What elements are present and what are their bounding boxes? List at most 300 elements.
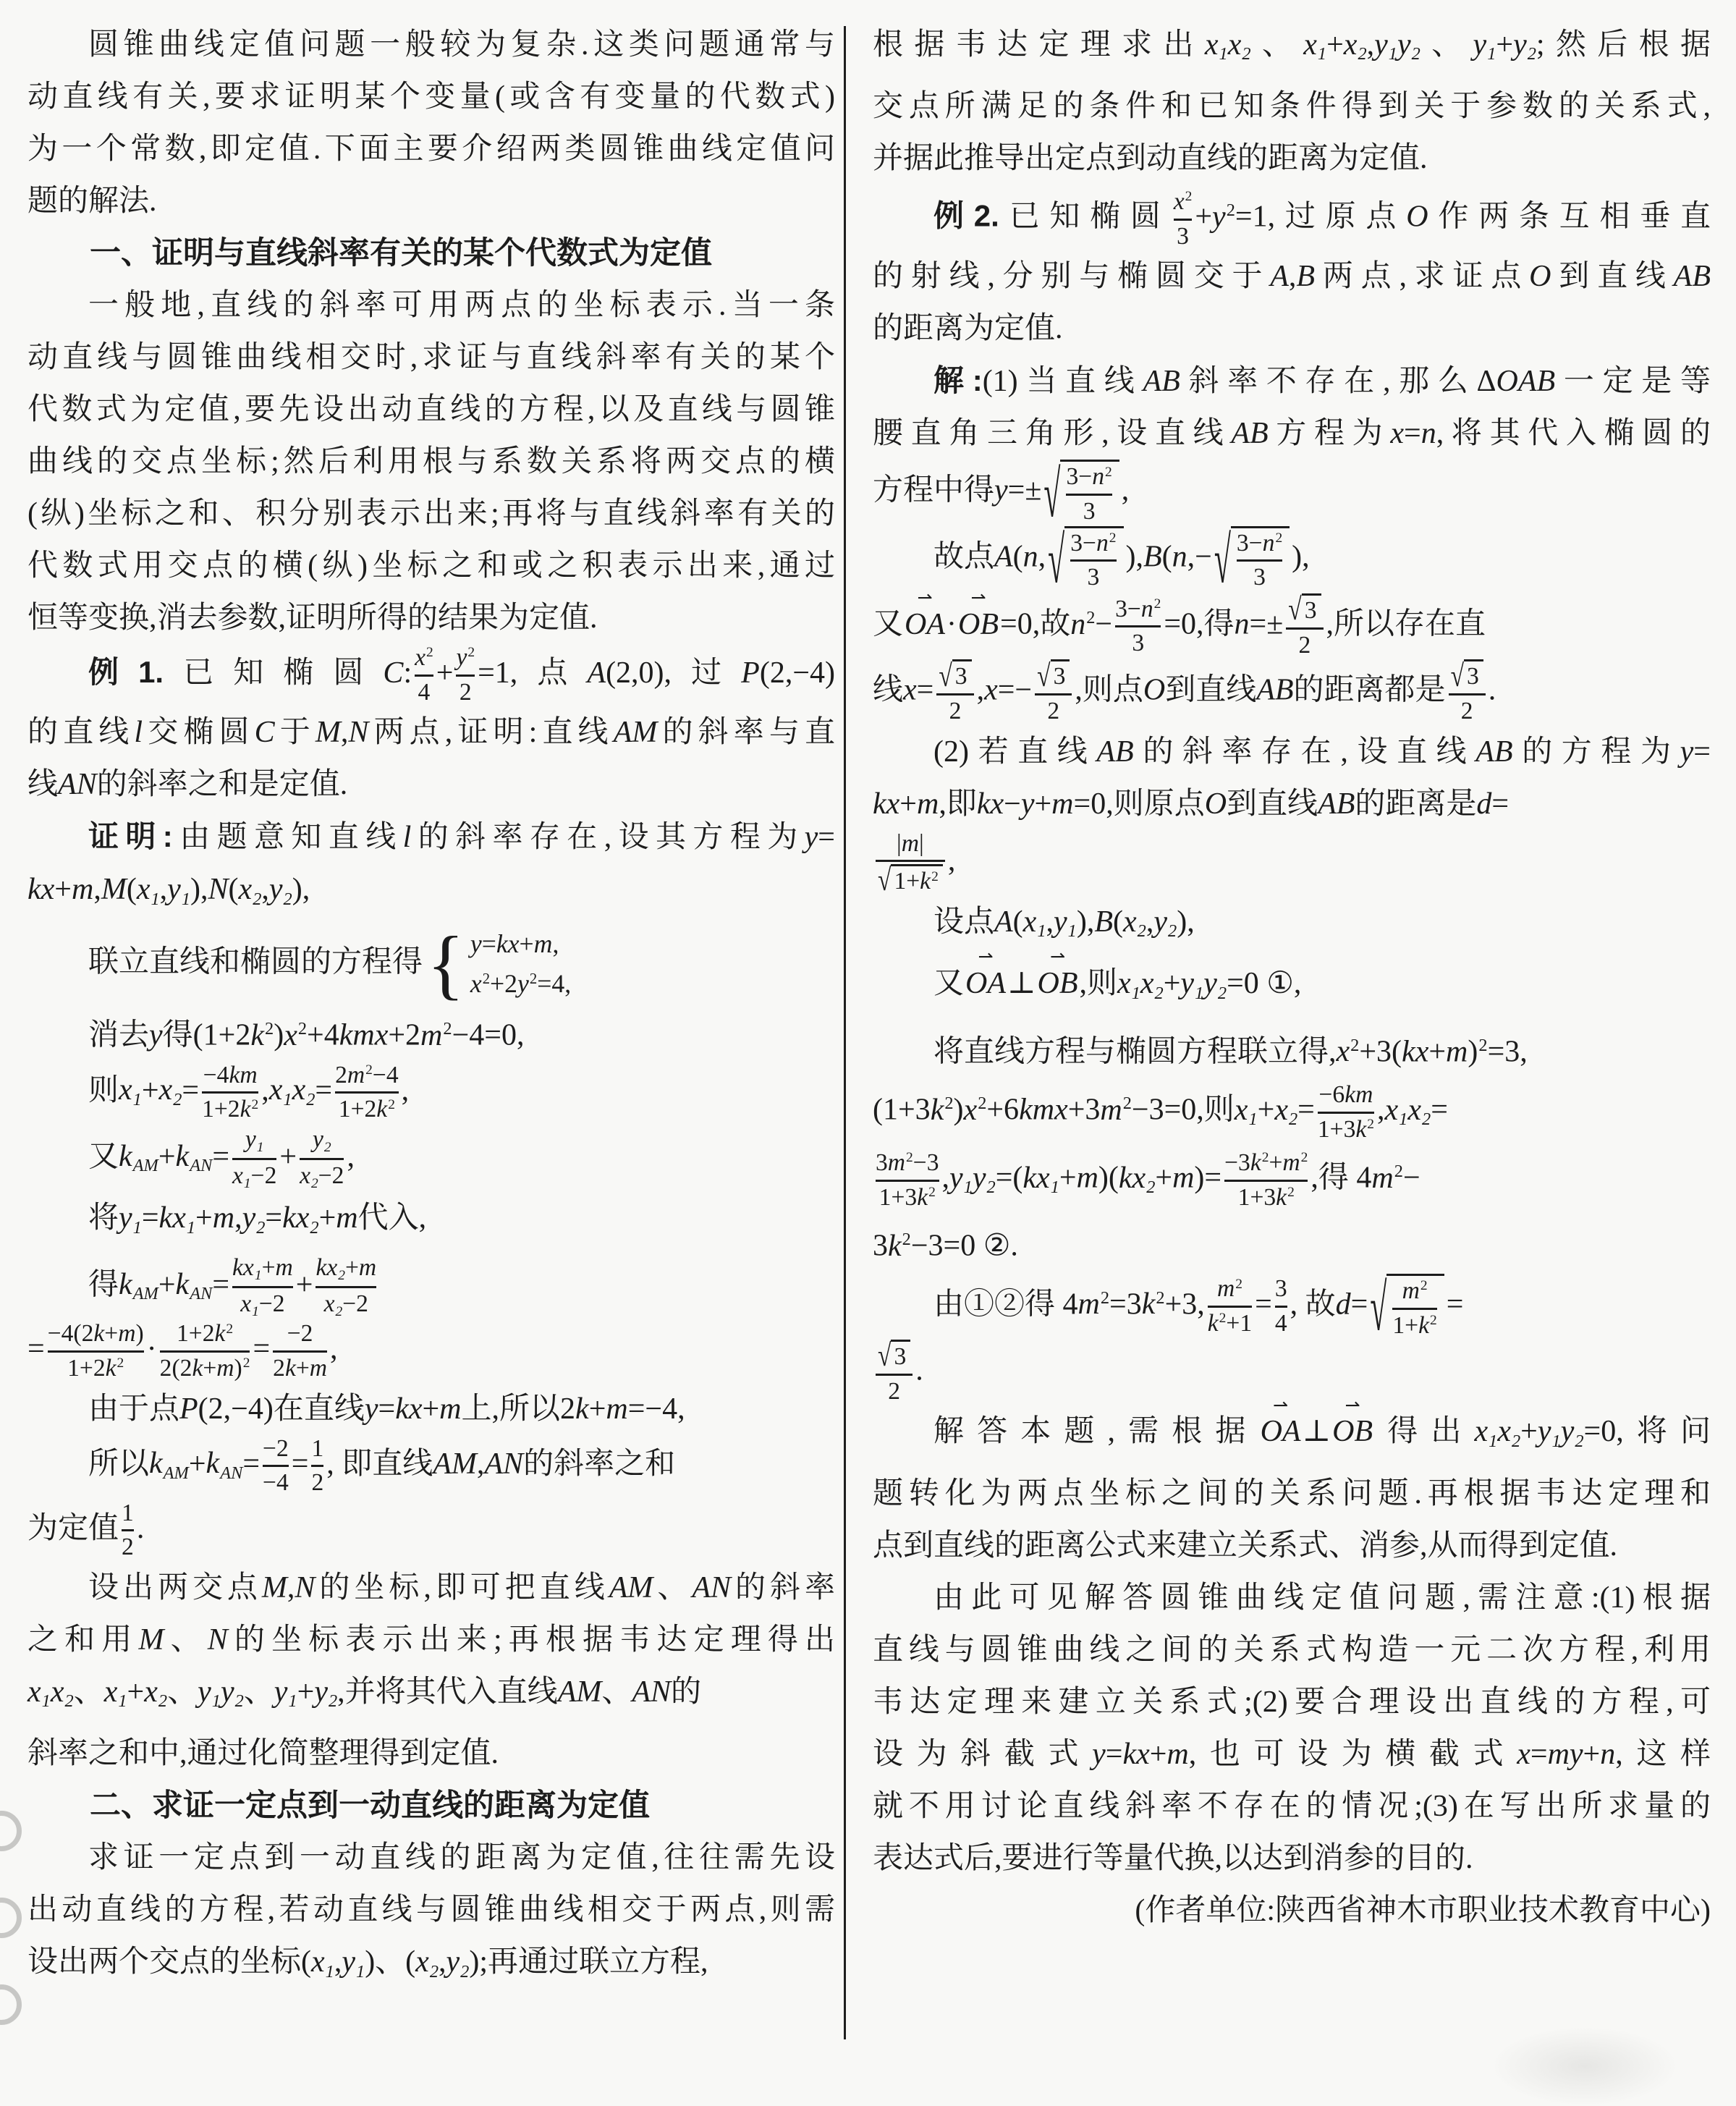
- text-run: 3: [1053, 663, 1066, 690]
- text-run: 两点,求证点: [1315, 260, 1530, 294]
- fraction: [876, 830, 945, 896]
- fraction: [1035, 659, 1072, 725]
- math-var: kx: [1122, 1737, 1150, 1771]
- math-var: $k^2$: [376, 1096, 395, 1123]
- radical-sign: √: [939, 658, 952, 693]
- text-run: 2: [1298, 631, 1311, 659]
- text-run: 2: [1460, 698, 1473, 725]
- math-var: y: [364, 1392, 378, 1426]
- text-run: 1+2: [176, 1320, 215, 1348]
- text-run: 到直线: [1551, 260, 1674, 294]
- text-run: ,: [159, 873, 168, 907]
- text-run: ): [135, 1320, 144, 1348]
- math-var: n: [1234, 607, 1250, 641]
- text-run: ,: [340, 716, 349, 750]
- math-var: AM: [557, 1675, 602, 1709]
- math-var: OAB: [1496, 365, 1556, 399]
- bold-label: 证明:: [88, 819, 173, 854]
- text-run: 设出两个交点的坐标(: [27, 1945, 311, 1979]
- text-run: =: [1431, 1093, 1448, 1127]
- text-run: ),: [292, 873, 310, 907]
- math-var: AB: [1143, 365, 1180, 399]
- text-line: [27, 644, 835, 706]
- math-var: x2: [238, 873, 262, 909]
- text-run: |: [897, 829, 902, 857]
- math-var: m: [309, 1355, 328, 1382]
- math-var: x1: [27, 1675, 51, 1712]
- math-var: kx: [976, 787, 1004, 821]
- text-line: [27, 1320, 835, 1382]
- scan-binding-ring-artifact: [0, 1811, 22, 1851]
- text-run: 1+2: [338, 1096, 377, 1123]
- text-run: 到直线: [1227, 787, 1318, 821]
- text-run: =±: [1249, 607, 1284, 641]
- text-run: +: [344, 1253, 359, 1281]
- math-var: P: [179, 1392, 198, 1426]
- text-run: =: [265, 1201, 283, 1235]
- math-var: y2: [1513, 28, 1536, 64]
- math-var: A: [1270, 260, 1289, 294]
- vector-arrow-icon: ⇀: [917, 586, 933, 608]
- text-run: +: [1163, 967, 1181, 1001]
- text-run: +3: [1067, 1093, 1101, 1127]
- text-run: =: [27, 1332, 45, 1366]
- fraction-bar: [1174, 219, 1193, 221]
- math-var: m: [533, 929, 553, 958]
- math-var: x2: [50, 1675, 74, 1712]
- math-var: kx: [873, 787, 900, 821]
- math-var: y1: [1180, 967, 1204, 1003]
- math-var: x1: [136, 873, 160, 909]
- text-run: 就不用讨论直线斜率不存在的情况;(3)在写出所求量的: [873, 1789, 1711, 1823]
- math-var: x: [1517, 1737, 1530, 1771]
- text-run: 的坐标表示出来;再根据韦达定理得出: [227, 1623, 835, 1657]
- text-run: 1+2: [202, 1096, 240, 1123]
- text-line: [27, 1500, 835, 1562]
- math-var: AN: [58, 768, 97, 802]
- math-var: k: [93, 1320, 105, 1348]
- math-var: y1: [167, 873, 191, 909]
- math-var: kAN: [175, 1268, 213, 1304]
- math-var: x2: [1123, 905, 1146, 942]
- text-line: [873, 830, 1711, 896]
- text-run: 3: [894, 1343, 907, 1371]
- text-run: −2: [250, 1162, 277, 1189]
- text-line: [27, 175, 835, 227]
- math-var: n: [1022, 539, 1038, 573]
- text-run: 代数式用交点的横(纵)坐标之和或之积表示出来,通过: [27, 549, 835, 583]
- math-var: kAM: [119, 1268, 158, 1304]
- text-run: +: [158, 1268, 176, 1302]
- math-var: $k^2$: [214, 1320, 234, 1348]
- text-run: ,: [334, 1945, 342, 1979]
- text-run: 则: [88, 1073, 119, 1107]
- fraction-bar: [1275, 1306, 1287, 1308]
- text-run: 表达式后,要进行等量代换,以达到消参的目的.: [873, 1841, 1473, 1875]
- text-line: [873, 1520, 1711, 1572]
- math-var: kx1: [232, 1253, 262, 1283]
- text-run: =0,则原点: [1073, 787, 1205, 821]
- math-var: x1: [1303, 28, 1327, 64]
- text-line: [27, 1666, 835, 1727]
- text-run: 已知椭圆: [164, 656, 384, 690]
- square-root: [1288, 593, 1321, 625]
- text-run: ,: [401, 1073, 410, 1107]
- text-run: 、: [73, 1675, 104, 1709]
- math-var: x2: [158, 1073, 182, 1109]
- text-run: 1+2: [67, 1355, 106, 1382]
- math-var: m: [212, 1201, 235, 1235]
- math-var: x2: [1274, 1093, 1298, 1130]
- text-line: [27, 592, 835, 644]
- text-line: [873, 1272, 1711, 1346]
- text-run: 的斜率与直: [657, 716, 835, 750]
- text-line: [873, 1832, 1711, 1885]
- math-var: O: [1143, 673, 1166, 707]
- text-run: 的坐标,即可把直线: [315, 1570, 609, 1604]
- vector-notation: ⇀ OA: [1260, 1394, 1301, 1449]
- text-run: ,: [1288, 260, 1297, 294]
- math-var: y1: [1537, 1415, 1561, 1451]
- text-run: ,则: [1079, 967, 1118, 1001]
- math-var: AB: [1096, 735, 1134, 769]
- text-run: ,: [1146, 905, 1154, 939]
- math-var: x2: [1227, 28, 1251, 64]
- text-run: +3,: [1164, 1287, 1205, 1321]
- text-run: ,也可设为横截式: [1188, 1737, 1517, 1771]
- text-run: , 故: [1290, 1287, 1336, 1321]
- math-var: x1: [1022, 905, 1046, 942]
- text-line: [873, 1146, 1711, 1214]
- text-run: ,并将其代入直线: [337, 1675, 558, 1709]
- text-run: (1)当直线: [982, 365, 1143, 399]
- text-line: [873, 303, 1711, 355]
- math-var: $m^2$: [1282, 1149, 1308, 1176]
- math-var: y2: [1560, 1415, 1584, 1451]
- text-run: +: [1428, 1035, 1447, 1069]
- text-run: 、: [164, 1623, 208, 1657]
- math-var: AN: [484, 1447, 524, 1481]
- math-var: $k^2$: [888, 1229, 911, 1263]
- math-var: $k^2$: [250, 1018, 274, 1052]
- text-run: (: [228, 873, 239, 907]
- math-var: M: [101, 873, 127, 907]
- math-var: y2: [314, 1675, 338, 1712]
- fraction: [876, 1149, 939, 1211]
- text-run: =4,: [537, 969, 572, 999]
- math-var: m: [1166, 1737, 1189, 1771]
- math-var: x1: [311, 1945, 334, 1982]
- text-run: +: [203, 1355, 217, 1382]
- math-var: x2: [1343, 28, 1367, 64]
- text-run: −3: [913, 1149, 939, 1176]
- math-var: A: [994, 539, 1013, 573]
- text-run: 之和用: [27, 1623, 139, 1657]
- math-var: y2: [1397, 28, 1420, 64]
- text-run: 将: [88, 1201, 119, 1235]
- text-line: [873, 19, 1711, 80]
- text-run: 点到直线的距离公式来建立关系式、消参,从而得到定值.: [873, 1528, 1618, 1562]
- text-run: 为定值: [27, 1511, 119, 1545]
- fraction-bar: [273, 1350, 327, 1353]
- fraction: [122, 1500, 134, 1562]
- math-var: y2: [972, 1161, 996, 1197]
- math-var: kx: [1402, 1035, 1429, 1069]
- text-run: =0,故: [1000, 607, 1071, 641]
- text-run: +: [1520, 1415, 1538, 1449]
- text-line: [27, 540, 835, 592]
- fraction-bar: [48, 1350, 144, 1353]
- text-run: ·: [947, 607, 957, 641]
- section-heading: [27, 227, 835, 279]
- math-var: kAM: [149, 1447, 189, 1483]
- text-run: )(: [1098, 1161, 1119, 1195]
- square-root: [1037, 659, 1070, 691]
- math-var: $k^2$: [930, 1093, 954, 1127]
- fraction: [311, 1435, 323, 1497]
- text-run: 故点: [933, 539, 995, 573]
- text-run: 3−: [1070, 529, 1096, 557]
- vector-notation: ⇀ OA: [905, 586, 946, 641]
- text-run: +: [588, 1392, 606, 1426]
- scan-binding-ring-artifact: [0, 1898, 22, 1938]
- text-run: ,: [261, 873, 269, 907]
- fraction-bar: [1449, 693, 1486, 695]
- math-var: $m^2$: [1216, 1275, 1242, 1303]
- text-run: 一、证明与直线斜率有关的某个代数式为定值: [90, 236, 712, 271]
- math-var: kx1: [158, 1201, 196, 1238]
- fraction-bar: [232, 1286, 293, 1288]
- text-run: +: [261, 1253, 276, 1281]
- fraction: [1208, 1275, 1252, 1337]
- math-var: $m^2$: [1100, 1093, 1132, 1127]
- radical-sign: √: [1450, 658, 1464, 693]
- text-run: ·: [146, 1332, 157, 1366]
- math-var: l: [134, 716, 143, 750]
- left-column: [27, 19, 835, 1998]
- text-line: [873, 1572, 1711, 1624]
- math-var: m: [71, 873, 94, 907]
- math-var: $y^2$: [517, 969, 538, 999]
- text-run: 的斜率存在,设直线: [1133, 735, 1476, 769]
- text-run: 并据此推导出定点到动直线的距离为定值.: [873, 142, 1428, 176]
- text-run: +: [519, 929, 534, 958]
- math-var: AN: [632, 1675, 672, 1709]
- text-run: 方程中得: [873, 473, 995, 507]
- text-run: 一般地,直线的斜率可用两点的坐标表示.当一条: [88, 289, 835, 322]
- text-run: =: [315, 1073, 333, 1107]
- math-var: M: [138, 1623, 164, 1657]
- text-run: =: [1446, 1287, 1464, 1321]
- text-run: 2: [311, 1469, 324, 1497]
- text-run: 2: [949, 698, 962, 725]
- text-line: [27, 331, 835, 384]
- text-line: [873, 1020, 1711, 1078]
- math-var: C: [383, 656, 404, 690]
- text-line: [27, 921, 835, 1007]
- math-var: $k^2$: [1207, 1310, 1227, 1337]
- math-var: $x^2$: [415, 644, 433, 671]
- fraction: [1070, 530, 1116, 592]
- text-run: =: [212, 1268, 230, 1302]
- math-var: kAM: [119, 1140, 158, 1176]
- text-run: 二、求证一定点到一动直线的距离为定值: [90, 1788, 650, 1824]
- bold-label: 解:: [933, 363, 983, 398]
- text-run: 、: [1250, 28, 1304, 62]
- text-run: 求证一定点到一动直线的距离为定值,往往需先设: [88, 1841, 835, 1875]
- text-line: [27, 1435, 835, 1500]
- text-run: 腰直角三角形,设直线: [873, 417, 1232, 451]
- fraction: [263, 1435, 289, 1497]
- math-var: AM: [609, 1570, 653, 1604]
- fraction-bar: [160, 1350, 250, 1353]
- text-run: =: [378, 1392, 396, 1426]
- math-var: AB: [1256, 673, 1294, 707]
- text-run: 斜率不存在,那么Δ: [1180, 365, 1496, 399]
- math-var: m: [358, 1253, 377, 1281]
- math-var: my: [1547, 1737, 1583, 1771]
- fraction: [1224, 1149, 1308, 1211]
- radical-sign: √: [1043, 460, 1061, 532]
- text-run: ,: [1038, 539, 1046, 573]
- math-var: y: [994, 473, 1008, 507]
- math-var: m: [901, 829, 920, 857]
- math-var: m: [439, 1392, 462, 1426]
- text-run: 由题意知直线: [172, 821, 403, 855]
- math-var: $k^2$: [920, 868, 939, 895]
- text-run: +: [422, 1392, 440, 1426]
- text-run: −4(2: [47, 1320, 94, 1348]
- math-var: y2: [1153, 905, 1177, 942]
- square-root: [1214, 525, 1290, 599]
- text-run: +: [195, 1201, 213, 1235]
- text-run: 出动直线的方程,若动直线与圆锥曲线相交于两点,则需: [27, 1893, 835, 1927]
- vector-notation: ⇀ OA: [965, 946, 1007, 1001]
- fraction-bar: [1224, 1180, 1308, 1182]
- text-run: 1+3: [1237, 1183, 1276, 1211]
- fraction: [273, 1320, 327, 1382]
- square-root: [1451, 659, 1483, 691]
- math-var: y: [804, 821, 818, 855]
- math-var: AM: [613, 716, 658, 750]
- text-line: [27, 436, 835, 488]
- math-var: k: [575, 1392, 589, 1426]
- text-run: ),: [190, 873, 208, 907]
- math-var: x2: [144, 1675, 168, 1712]
- text-run: 3: [873, 1229, 888, 1263]
- square-root: [1043, 460, 1119, 532]
- text-run: =: [242, 1447, 261, 1481]
- fraction-bar: [876, 860, 945, 862]
- math-var: kx: [496, 929, 520, 958]
- math-var: $n^2$: [1096, 529, 1117, 557]
- math-var: $m^2$: [1371, 1161, 1403, 1195]
- text-run: 已知椭圆: [999, 200, 1171, 234]
- math-var: x1: [119, 1073, 142, 1109]
- math-var: x1: [268, 1073, 292, 1109]
- math-var: $n^2$: [1070, 607, 1096, 641]
- text-line: [27, 384, 835, 436]
- math-var: x2: [323, 1290, 343, 1319]
- text-run: =: [182, 1073, 200, 1107]
- text-run: ,: [947, 844, 956, 877]
- text-line: [873, 1214, 1711, 1272]
- math-var: kx2: [282, 1201, 319, 1238]
- math-var: m: [216, 1355, 234, 1382]
- text-run: ,−: [1187, 539, 1212, 573]
- math-var: kx2: [316, 1253, 345, 1283]
- text-run: 、: [167, 1675, 198, 1709]
- text-run: +2: [388, 1018, 421, 1052]
- text-run: +: [436, 656, 454, 690]
- text-run: +: [188, 1447, 206, 1481]
- math-var: O: [1204, 787, 1227, 821]
- math-var: C: [254, 716, 275, 750]
- text-run: (: [1012, 539, 1023, 573]
- text-line: [873, 726, 1711, 778]
- text-line: [27, 706, 835, 758]
- math-var: $x^2$: [284, 1018, 308, 1052]
- math-var: x1: [240, 1290, 259, 1319]
- text-line: [873, 778, 1711, 830]
- text-run: 的直线: [27, 716, 135, 750]
- text-run: 根据韦达定理求出: [873, 28, 1205, 62]
- text-run: 的: [671, 1675, 702, 1709]
- text-line: [873, 1340, 1711, 1405]
- bold-label: 例2.: [933, 198, 999, 233]
- text-line: [873, 1780, 1711, 1832]
- text-line: [27, 811, 835, 863]
- math-var: $m^2$: [1402, 1277, 1428, 1304]
- math-var: k: [284, 1355, 296, 1382]
- math-var: kmx: [1019, 1093, 1068, 1127]
- text-run: :: [403, 656, 412, 690]
- text-run: 线: [873, 673, 904, 707]
- math-var: M: [315, 716, 341, 750]
- text-run: +: [279, 1140, 297, 1174]
- math-var: kx2: [1118, 1161, 1156, 1197]
- text-run: 3: [1177, 222, 1189, 250]
- text-line: [27, 1254, 835, 1321]
- text-run: +: [1034, 787, 1052, 821]
- math-var: )$^2$: [234, 1355, 250, 1382]
- math-var: $k^2$: [1355, 1115, 1374, 1143]
- text-line: [873, 355, 1711, 407]
- text-run: ,: [476, 1447, 485, 1481]
- fraction-bar: [1286, 627, 1323, 630]
- math-var: y: [1680, 735, 1694, 769]
- math-var: kAN: [206, 1447, 243, 1483]
- text-run: 2: [1047, 698, 1060, 725]
- fraction: [232, 1254, 293, 1321]
- text-run: ,将其代入椭圆的: [1436, 417, 1711, 451]
- fraction-bar: [1115, 625, 1161, 627]
- text-run: (: [1113, 905, 1124, 939]
- text-run: (2)若直线: [933, 735, 1097, 769]
- text-line: [27, 1832, 835, 1884]
- text-run: (作者单位:陕西省神木市职业技术教育中心): [1135, 1893, 1711, 1927]
- math-var: k: [192, 1355, 203, 1382]
- equation-row: [470, 926, 559, 963]
- text-run: −3: [1224, 1149, 1250, 1176]
- radical-sign: √: [1048, 525, 1065, 599]
- text-run: ,: [330, 1332, 338, 1366]
- text-run: 直线与圆锥曲线之间的关系式构造一元二次方程,利用: [873, 1633, 1711, 1667]
- math-var: d: [1335, 1287, 1351, 1321]
- text-run: (纵)坐标之和、积分别表示出来;再将与直线斜率有关的: [27, 497, 835, 530]
- text-run: 3: [1274, 1275, 1287, 1303]
- math-var: y1: [119, 1201, 142, 1238]
